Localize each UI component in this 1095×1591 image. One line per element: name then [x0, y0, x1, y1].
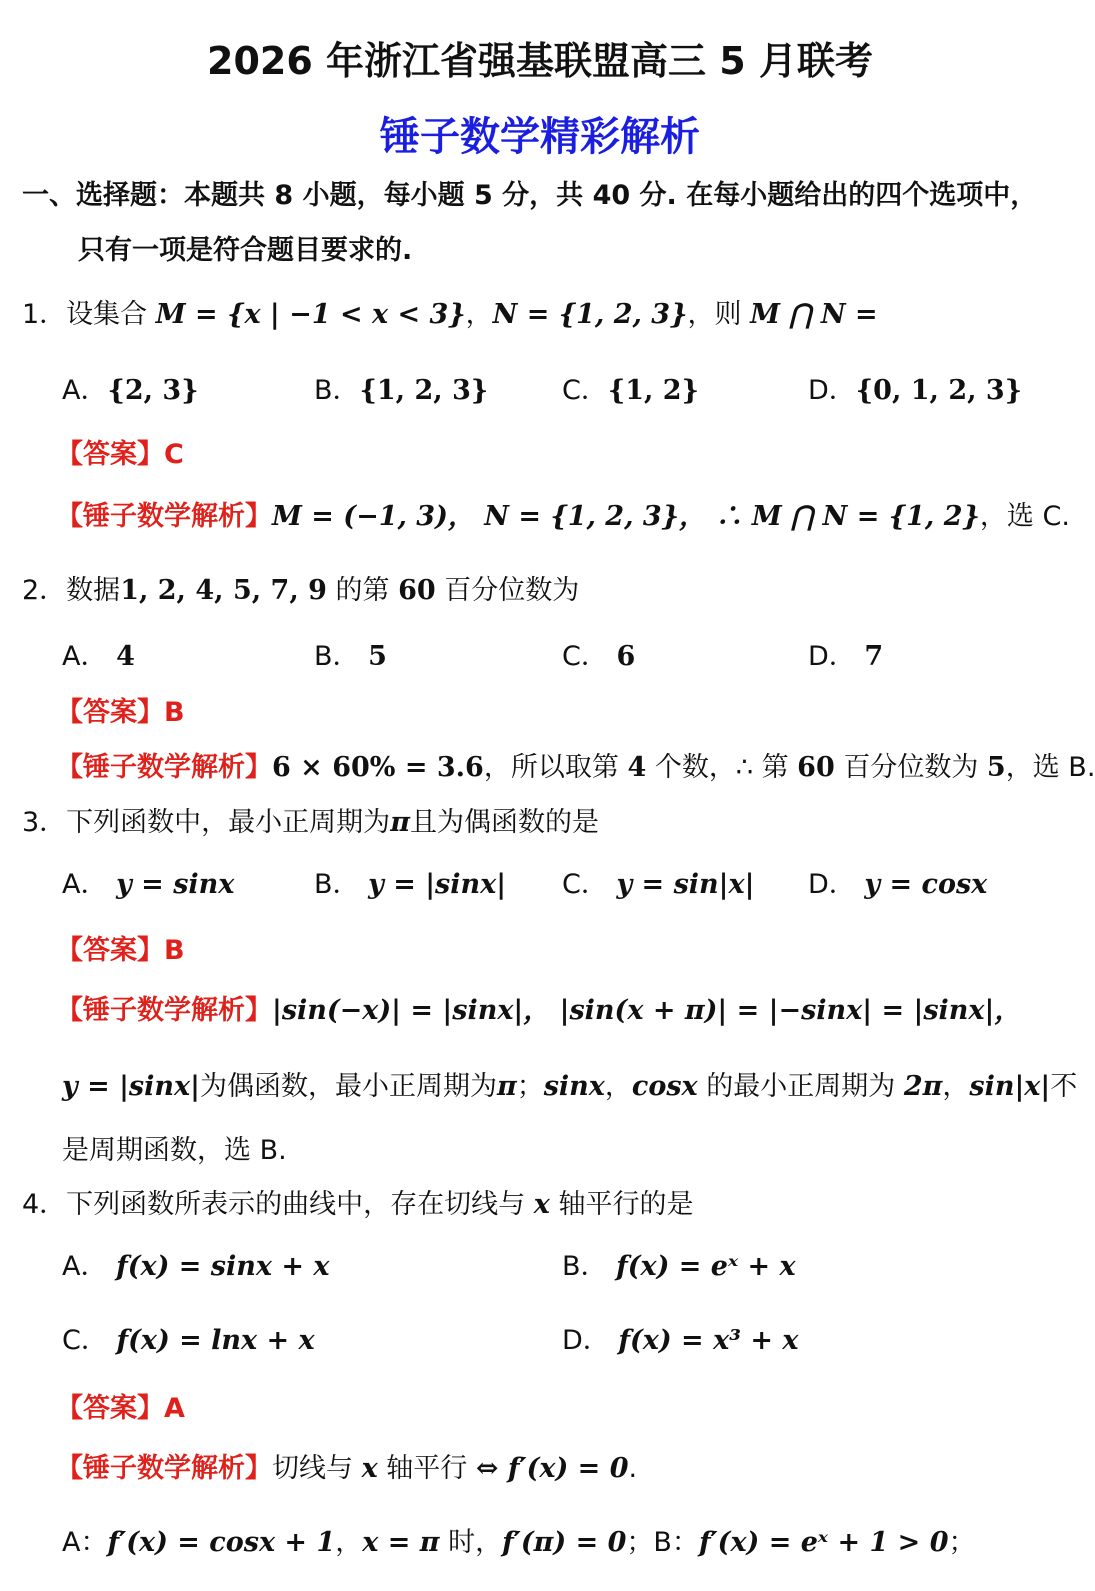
q1-option-a: [62, 368, 199, 407]
q4-solution-line2: [62, 1520, 975, 1559]
question-3-stem: [22, 800, 599, 839]
q1-solution-end: ，选 C.: [979, 501, 1070, 532]
q1-answer: [56, 432, 184, 471]
q2-solution: [56, 745, 1095, 784]
q1-stem-sep2: ，则: [687, 299, 751, 330]
q2-option-b: [314, 634, 387, 673]
q4-stem-math-x: x: [533, 1189, 550, 1220]
q4-option-a-label: A．: [62, 1251, 108, 1282]
q1-option-c-value: {1, 2}: [607, 375, 699, 406]
question-2-stem: [22, 568, 579, 607]
q4-line2-math4: f′(x) = eˣ + 1 > 0: [698, 1527, 949, 1558]
q4-solution-end: .: [628, 1453, 638, 1484]
q3-stem-math-pi: π: [390, 807, 410, 838]
q2-solution-math3: 60: [797, 752, 835, 783]
q3-option-c-label: C．: [562, 869, 608, 900]
q3-line2-text5: ，: [942, 1071, 970, 1102]
q2-solution-mid3: 百分位数为: [834, 752, 987, 783]
q4-solution-math2: ⇔ f′(x) = 0: [475, 1453, 629, 1484]
q1-option-b: [314, 368, 488, 407]
q4-answer: [56, 1386, 185, 1425]
q4-stem-text: 4．下列函数所表示的曲线中，存在切线与: [22, 1189, 534, 1220]
q3-line2-math6: sin|x|: [969, 1071, 1051, 1102]
q3-stem-text: 3．下列函数中，最小正周期为: [22, 807, 391, 838]
q2-solution-end: ，选 B.: [1005, 752, 1095, 783]
q3-option-b-label: B．: [314, 869, 360, 900]
q3-line2-text2: ；: [516, 1071, 544, 1102]
q1-solution-math: M = (−1, 3)， N = {1, 2, 3}， ∴ M ⋂ N = {1, 2}: [272, 501, 980, 532]
q4-option-a-value: f(x) = sinx + x: [116, 1251, 330, 1282]
question-1-stem: [22, 292, 878, 331]
q3-line2-math4: cosx: [631, 1071, 698, 1102]
q4-answer-value: A: [164, 1393, 185, 1424]
q2-option-b-value: 5: [368, 641, 387, 672]
q3-solution-line3: 是周期函数，选 B.: [62, 1135, 287, 1166]
q3-line2-math5: 2π: [903, 1071, 943, 1102]
q3-option-a-label: A．: [62, 869, 108, 900]
question-4-stem: [22, 1182, 693, 1221]
q1-option-d-value: {0, 1, 2, 3}: [855, 375, 1023, 406]
q4-option-d-value: f(x) = x³ + x: [618, 1325, 799, 1356]
q3-line2-text3: ，: [604, 1071, 632, 1102]
q4-line2-text2: 时，: [439, 1527, 503, 1558]
q4-stem-end: 轴平行的是: [549, 1189, 694, 1220]
q1-stem-math-intersection: M ⋂ N =: [750, 299, 878, 330]
q3-option-a-value: y = sinx: [116, 869, 235, 900]
q4-line2-text4: ；: [948, 1527, 976, 1558]
page-subtitle: 锤子数学精彩解析: [380, 114, 700, 160]
q3-answer-tag: 【答案】: [56, 935, 164, 966]
q3-line2-text1: 为偶函数，最小正周期为: [199, 1071, 497, 1102]
q3-answer-value: B: [164, 935, 185, 966]
q2-option-b-label: B．: [314, 641, 360, 672]
q2-stem-math-data: 1, 2, 4, 5, 7, 9: [120, 575, 327, 606]
q3-stem-end: 且为偶函数的是: [409, 807, 599, 838]
q3-option-d: [808, 862, 987, 901]
q3-line2-text4: 的最小正周期为: [697, 1071, 904, 1102]
q1-answer-tag: 【答案】: [56, 439, 164, 470]
q2-option-a: [62, 634, 135, 673]
q3-line2-math3: sinx: [543, 1071, 605, 1102]
section-heading-line2: 只有一项是符合题目要求的.: [78, 235, 413, 266]
q1-stem-math-set-n: N = {1, 2, 3}: [492, 299, 688, 330]
q3-option-c: [562, 862, 754, 901]
q4-answer-tag: 【答案】: [56, 1393, 164, 1424]
q4-option-c-label: C．: [62, 1325, 108, 1356]
q3-option-d-label: D．: [808, 869, 856, 900]
q4-option-b-label: B．: [562, 1251, 608, 1282]
q4-solution-text: 切线与: [272, 1453, 362, 1484]
q1-stem-sep: ，: [465, 299, 493, 330]
q1-option-b-label: B．: [314, 375, 360, 406]
q2-option-d-label: D．: [808, 641, 856, 672]
q4-solution-tag: 【锤子数学解析】: [56, 1453, 272, 1484]
q4-solution: [56, 1446, 637, 1485]
q3-line2-math1: y = |sinx|: [62, 1071, 200, 1102]
q4-option-d-label: D．: [562, 1325, 610, 1356]
q4-line2-text3: ；B：: [626, 1527, 699, 1558]
q2-option-c-value: 6: [616, 641, 636, 672]
q1-solution: [56, 494, 1070, 533]
q2-answer-tag: 【答案】: [56, 697, 164, 728]
q3-option-d-value: y = cosx: [864, 869, 988, 900]
q4-line2-label: A：: [62, 1527, 108, 1558]
q1-option-d: [808, 368, 1022, 407]
q2-stem-end: 百分位数为: [435, 575, 580, 606]
q1-stem-text: 1．设集合: [22, 299, 156, 330]
q3-line2-math2: π: [496, 1071, 517, 1102]
q1-answer-value: C: [164, 439, 184, 470]
q3-option-a: [62, 862, 234, 901]
q4-line2-text1: ，: [335, 1527, 363, 1558]
q1-option-b-value: {1, 2, 3}: [359, 375, 489, 406]
q4-solution-text2: 轴平行: [377, 1453, 476, 1484]
q1-option-c-label: C．: [562, 375, 608, 406]
q2-option-c: [562, 634, 635, 673]
q1-option-d-label: D．: [808, 375, 856, 406]
q3-solution-tag: 【锤子数学解析】: [56, 995, 272, 1026]
q2-solution-math2: 4: [627, 752, 647, 783]
q3-line2-text6: 不: [1050, 1071, 1078, 1102]
q1-option-a-value: {2, 3}: [107, 375, 199, 406]
q4-option-b-value: f(x) = eˣ + x: [616, 1251, 796, 1282]
q4-option-b: [562, 1244, 796, 1283]
q2-stem-math-percentile: 60: [398, 575, 436, 606]
q2-option-a-value: 4: [116, 641, 135, 672]
q4-line2-math3: f′(π) = 0: [502, 1527, 627, 1558]
q2-solution-math4: 5: [986, 752, 1006, 783]
q1-option-a-label: A．: [62, 375, 108, 406]
q3-option-c-value: y = sin|x|: [616, 869, 755, 900]
q2-option-d: [808, 634, 883, 673]
q2-option-c-label: C．: [562, 641, 608, 672]
q2-solution-tag: 【锤子数学解析】: [56, 752, 272, 783]
q3-option-b: [314, 862, 506, 901]
q2-stem-text: 2．数据: [22, 575, 121, 606]
q2-option-a-label: A．: [62, 641, 108, 672]
q2-answer-value: B: [164, 697, 185, 728]
q4-option-a: [62, 1244, 329, 1283]
q4-line2-math2: x = π: [362, 1527, 440, 1558]
q1-stem-math-set-m: M = {x | −1 < x < 3}: [155, 299, 466, 330]
q2-answer: [56, 690, 185, 729]
q2-stem-mid: 的第: [326, 575, 399, 606]
q3-solution: [56, 988, 1021, 1027]
page-title: 2026 年浙江省强基联盟高三 5 月联考: [207, 39, 873, 83]
q4-option-c: [62, 1318, 315, 1357]
q4-option-c-value: f(x) = lnx + x: [116, 1325, 315, 1356]
q1-solution-tag: 【锤子数学解析】: [56, 501, 272, 532]
q4-option-d: [562, 1318, 799, 1357]
q3-solution-math: |sin(−x)| = |sinx|， |sin(x + π)| = |−sinx| = |sinx|，: [272, 995, 1022, 1026]
q1-option-c: [562, 368, 699, 407]
section-heading-line1: 一、选择题：本题共 8 小题，每小题 5 分，共 40 分. 在每小题给出的四个选项中，: [22, 180, 1038, 211]
q3-option-b-value: y = |sinx|: [368, 869, 507, 900]
q2-solution-math: 6 × 60% = 3.6: [272, 752, 484, 783]
q2-solution-mid2: 个数，∴ 第: [646, 752, 798, 783]
q3-solution-line2: [62, 1064, 1077, 1103]
q2-solution-mid: ，所以取第: [483, 752, 628, 783]
q4-solution-math: x: [361, 1453, 378, 1484]
q2-option-d-value: 7: [864, 641, 884, 672]
q3-answer: [56, 928, 185, 967]
q4-line2-math1: f′(x) = cosx + 1: [107, 1527, 336, 1558]
